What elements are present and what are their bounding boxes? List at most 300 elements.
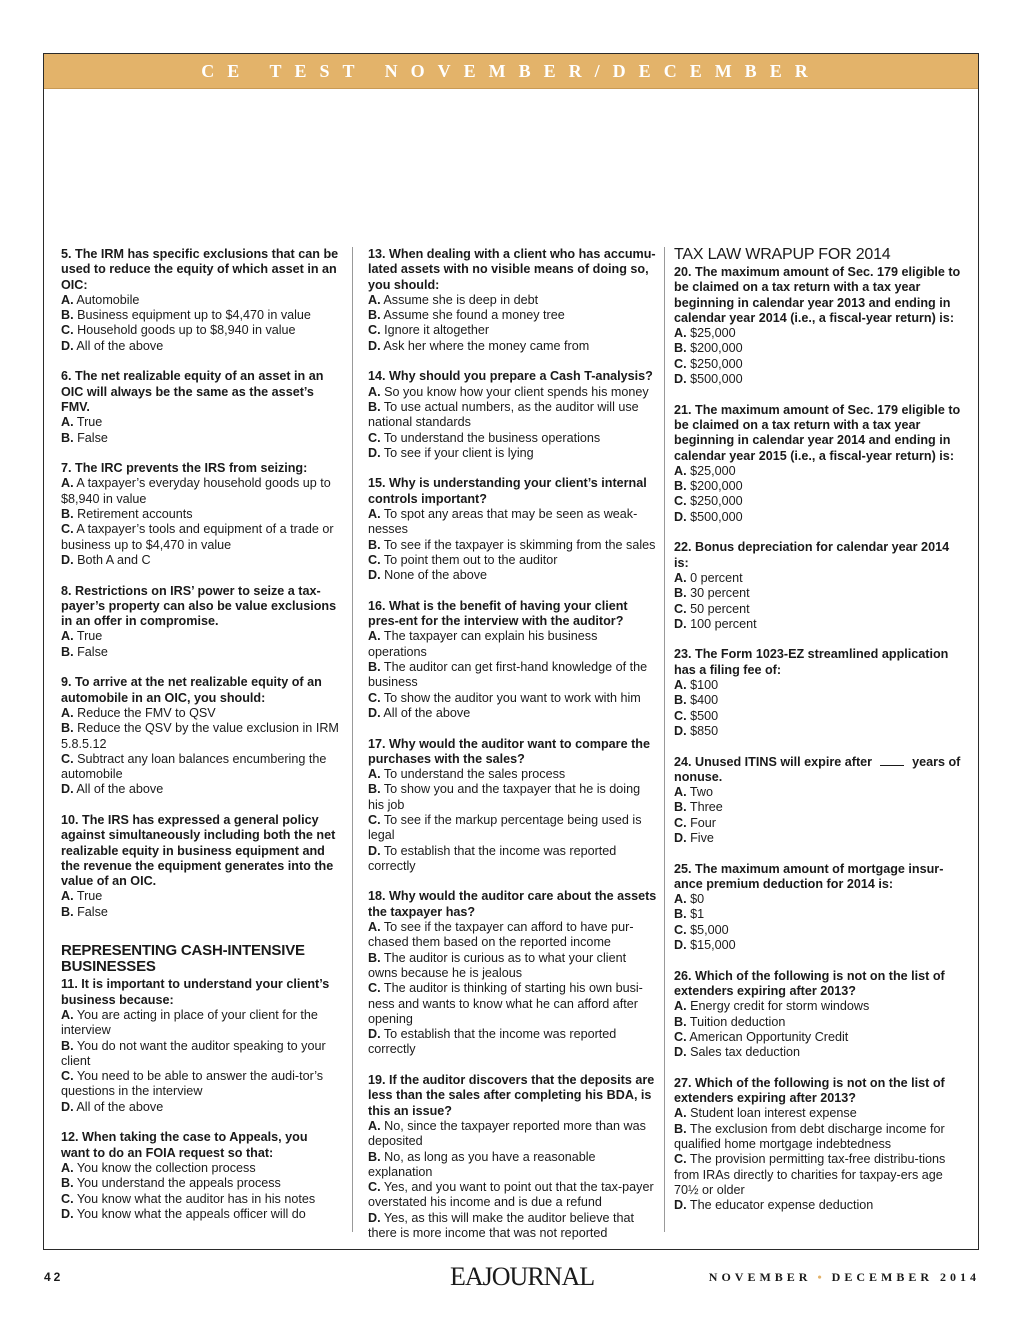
option-text: You are acting in place of your client for the interview	[61, 1007, 318, 1038]
option-letter: B.	[368, 660, 381, 675]
option-letter: B.	[674, 907, 687, 922]
option-letter: B.	[368, 782, 381, 797]
answer-option	[368, 400, 658, 431]
option-letter: A.	[61, 889, 74, 904]
option-letter: B.	[674, 1121, 687, 1136]
option-text: To show the auditor you want to work with him	[383, 690, 641, 705]
option-text: The auditor can get first-hand knowledge of the business	[368, 660, 648, 690]
option-letter: A.	[674, 1106, 687, 1121]
option-letter: D.	[61, 552, 74, 567]
answer-option	[368, 1119, 658, 1150]
answer-option	[674, 1122, 966, 1153]
issue-month-right: DECEMBER 2014	[831, 1270, 980, 1284]
option-letter: A.	[674, 678, 687, 693]
option-text: $5,000	[690, 922, 729, 937]
option-text: To understand the sales process	[383, 767, 566, 782]
question-list	[368, 247, 658, 1241]
answer-option	[674, 510, 966, 525]
option-text: Reduce the QSV by the value exclusion in IRM 5.8.5.12	[61, 721, 339, 751]
option-text: $0	[690, 892, 705, 907]
option-text: To understand the business operations	[383, 430, 601, 445]
option-text: $15,000	[690, 938, 736, 953]
option-text: The educator expense deduction	[689, 1198, 874, 1213]
option-letter: A.	[61, 629, 74, 644]
answer-option	[368, 1027, 658, 1058]
answer-option	[368, 538, 658, 553]
option-letter: C.	[674, 708, 687, 723]
answer-option	[674, 372, 966, 387]
ea-journal-logo: EAJOURNAL	[450, 1262, 595, 1291]
option-text: Two	[689, 785, 713, 800]
question-text: 14. Why should you prepare a Cash T-analysis?	[368, 369, 653, 384]
question-text: 19. If the auditor discovers that the deposits are less than the sales after completing his BDA, is this an issue?	[368, 1073, 655, 1118]
option-text: 50 percent	[690, 601, 750, 616]
option-text: True	[76, 415, 103, 430]
option-text: $400	[690, 693, 719, 708]
answer-option	[368, 446, 658, 461]
page-number: 42	[44, 1270, 64, 1284]
option-letter: A.	[674, 892, 687, 907]
answer-option	[674, 892, 966, 907]
option-letter: D.	[61, 1099, 74, 1114]
option-text: $500,000	[690, 372, 743, 387]
option-letter: B.	[674, 1014, 687, 1029]
question-text: 5. The IRM has specific exclusions that can be used to reduce the equity of which asset in an OIC:	[61, 247, 339, 292]
option-text: $250,000	[690, 356, 743, 371]
answer-option	[61, 1069, 339, 1100]
answer-option	[368, 691, 658, 706]
option-letter: D.	[674, 938, 687, 953]
answer-option	[61, 293, 339, 308]
question-item	[368, 889, 658, 1057]
option-text: You understand the appeals process	[76, 1176, 281, 1191]
question-text: 12. When taking the case to Appeals, you want to do an FOIA request so that:	[61, 1130, 308, 1160]
option-text: The auditor is curious as to what your client owns because he is jealous	[368, 950, 627, 980]
option-letter: B.	[61, 430, 74, 445]
answer-option	[61, 339, 339, 354]
option-text: To see if the taxpayer can afford to have pur-chased them based on the reported income	[368, 920, 634, 950]
answer-option	[368, 920, 658, 951]
option-text: Both A and C	[77, 552, 151, 567]
answer-option	[368, 568, 658, 583]
option-letter: A.	[368, 507, 381, 522]
option-letter: C.	[674, 601, 687, 616]
question-list	[674, 265, 966, 739]
option-letter: B.	[674, 800, 687, 815]
question-text: 22. Bonus depreciation for calendar year 2014 is:	[674, 540, 950, 570]
answer-option	[674, 602, 966, 617]
answer-option	[368, 507, 658, 538]
answer-option	[368, 782, 658, 813]
option-letter: C.	[61, 751, 74, 766]
option-text: Ignore it altogether	[384, 323, 490, 338]
answer-option	[674, 341, 966, 356]
question-text: 18. Why would the auditor care about the assets the taxpayer has?	[368, 889, 657, 919]
option-text: Yes, and you want to point out that the tax-payer overstated his income and is due a refund	[368, 1180, 654, 1210]
option-letter: B.	[61, 507, 74, 522]
answer-option	[674, 709, 966, 724]
answer-option	[674, 464, 966, 479]
answer-option	[674, 1015, 966, 1030]
option-text: To establish that the income was reported correctly	[368, 1027, 617, 1057]
issue-separator: •	[817, 1270, 826, 1284]
option-letter: D.	[368, 338, 381, 353]
answer-option	[674, 678, 966, 693]
question-item	[368, 369, 658, 461]
answer-option	[674, 1045, 966, 1060]
option-letter: B.	[61, 721, 74, 736]
option-letter: C.	[674, 922, 687, 937]
option-text: Five	[690, 830, 714, 845]
option-letter: C.	[61, 323, 74, 338]
question-item	[61, 584, 339, 660]
option-letter: B.	[368, 950, 381, 965]
answer-option	[368, 660, 658, 691]
option-letter: B.	[674, 479, 687, 494]
section-title-tax-law: TAX LAW WRAPUP FOR 2014	[674, 246, 891, 263]
question-item	[61, 461, 339, 568]
option-text: So you know how your client spends his money	[384, 384, 649, 399]
question-item	[674, 265, 966, 387]
option-letter: C.	[61, 1069, 74, 1084]
option-letter: A.	[674, 785, 687, 800]
answer-option	[674, 907, 966, 922]
option-letter: C.	[368, 323, 381, 338]
option-text: All of the above	[383, 705, 471, 720]
option-letter: B.	[61, 904, 74, 919]
question-item	[674, 969, 966, 1061]
option-text: All of the above	[76, 782, 164, 797]
option-letter: A.	[61, 1160, 74, 1175]
option-text: To see if the markup percentage being used is legal	[368, 812, 642, 843]
option-letter: C.	[368, 981, 381, 996]
option-text: You know the collection process	[76, 1160, 256, 1175]
option-letter: B.	[61, 1176, 74, 1191]
answer-option	[61, 645, 339, 660]
answer-option	[61, 706, 339, 721]
option-letter: A.	[368, 292, 381, 307]
option-text: Automobile	[76, 292, 140, 307]
option-letter: C.	[674, 815, 687, 830]
question-item	[61, 247, 339, 354]
question-item	[61, 813, 339, 920]
question-item	[61, 977, 339, 1115]
question-text: 6. The net realizable equity of an asset in an OIC will always be the same as the asset’s FMV.	[61, 369, 324, 414]
option-text: Four	[690, 815, 716, 830]
answer-option	[61, 1207, 339, 1222]
option-text: $250,000	[690, 494, 743, 509]
option-text: False	[77, 644, 108, 659]
option-text: Assume she is deep in debt	[383, 292, 539, 307]
ce-test-banner	[44, 54, 978, 89]
option-list	[674, 785, 966, 846]
answer-option	[674, 724, 966, 739]
option-letter: D.	[61, 1206, 74, 1221]
option-text: You know what the auditor has in his notes	[76, 1191, 316, 1206]
answer-option	[61, 752, 339, 783]
option-text: False	[77, 430, 108, 445]
question-item	[674, 1076, 966, 1214]
option-letter: C.	[368, 812, 381, 827]
question-text: 25. The maximum amount of mortgage insur-ance premium deduction for 2014 is:	[674, 861, 944, 891]
page-frame	[43, 53, 979, 1250]
issue-month-left: NOVEMBER	[708, 1270, 812, 1284]
answer-option	[674, 479, 966, 494]
answer-option	[368, 385, 658, 400]
answer-option	[368, 431, 658, 446]
answer-option	[674, 571, 966, 586]
answer-option	[674, 800, 966, 815]
question-text: 9. To arrive at the net realizable equity of an automobile in an OIC, you should:	[61, 675, 322, 705]
option-letter: D.	[674, 1045, 687, 1060]
option-letter: D.	[674, 616, 687, 631]
option-text: 30 percent	[690, 586, 750, 601]
answer-option	[674, 586, 966, 601]
option-letter: A.	[674, 999, 687, 1014]
option-text: $200,000	[690, 479, 743, 494]
option-letter: D.	[368, 445, 381, 460]
option-text: The exclusion from debt discharge income for qualified home mortgage indebtedness	[674, 1121, 945, 1151]
banner-title: CE TEST NOVEMBER/DECEMBER	[201, 60, 821, 81]
question-text: 15. Why is understanding your client’s internal controls important?	[368, 476, 647, 506]
question-item	[368, 1073, 658, 1241]
option-letter: D.	[368, 568, 381, 583]
answer-blank	[880, 765, 904, 766]
question-list	[674, 862, 966, 1214]
answer-option	[61, 721, 339, 752]
option-letter: A.	[368, 767, 381, 782]
option-letter: D.	[368, 843, 381, 858]
option-text: Sales tax deduction	[690, 1045, 801, 1060]
option-text: To establish that the income was reported correctly	[368, 843, 617, 873]
option-letter: D.	[674, 509, 687, 524]
option-text: A taxpayer’s tools and equipment of a trade or business up to $4,470 in value	[61, 522, 334, 552]
question-item	[674, 540, 966, 632]
option-letter: D.	[674, 830, 687, 845]
question-item	[674, 755, 966, 847]
question-text	[674, 755, 966, 786]
option-letter: A.	[368, 629, 381, 644]
answer-option	[61, 431, 339, 446]
issue-date	[709, 1270, 980, 1285]
answer-option	[61, 522, 339, 553]
option-letter: A.	[61, 292, 74, 307]
question-item	[368, 476, 658, 583]
answer-option	[674, 1152, 966, 1198]
question-list	[61, 247, 339, 920]
answer-option	[368, 308, 658, 323]
option-letter: C.	[61, 1191, 74, 1206]
answer-option	[61, 1176, 339, 1191]
option-text: You do not want the auditor speaking to your client	[61, 1038, 326, 1068]
option-text: $500,000	[690, 509, 743, 524]
option-letter: A.	[674, 326, 687, 341]
answer-option	[61, 1100, 339, 1115]
page-footer	[0, 1262, 1024, 1298]
answer-option	[368, 323, 658, 338]
option-text: The provision permitting tax-free distribu-tions from IRAs directly to charities for taxpay-ers age 70½ or older	[674, 1152, 946, 1197]
question-text: 16. What is the benefit of having your client pres-ent for the interview with the auditor?	[368, 598, 628, 629]
answer-option	[674, 1106, 966, 1121]
column-divider-2	[664, 247, 665, 1232]
option-letter: B.	[61, 308, 74, 323]
option-text: $850	[690, 723, 719, 738]
option-text: Subtract any loan balances encumbering the automobile	[61, 751, 327, 782]
option-text: 100 percent	[690, 616, 757, 631]
answer-option	[61, 782, 339, 797]
question-item	[61, 1130, 339, 1222]
answer-option	[368, 553, 658, 568]
option-letter: B.	[368, 399, 381, 414]
answer-option	[368, 1180, 658, 1211]
answer-option	[368, 339, 658, 354]
answer-option	[61, 889, 339, 904]
option-letter: A.	[674, 570, 687, 585]
answer-option	[61, 415, 339, 430]
answer-option	[368, 1211, 658, 1242]
option-text: 0 percent	[690, 570, 743, 585]
answer-option	[61, 476, 339, 507]
answer-option	[674, 831, 966, 846]
question-text: 10. The IRS has expressed a general policy against simultaneously including both the net realizable equity in business equipment and the revenue the equipment generates into the value of an OIC.	[61, 812, 336, 889]
option-text: To see if the taxpayer is skimming from the sales	[383, 537, 656, 552]
option-text: Student loan interest expense	[690, 1106, 857, 1121]
answer-option	[61, 507, 339, 522]
answer-option	[368, 629, 658, 660]
option-letter: A.	[368, 1118, 381, 1133]
option-letter: A.	[674, 463, 687, 478]
option-text: $1	[690, 907, 705, 922]
option-letter: A.	[61, 705, 74, 720]
option-letter: C.	[61, 522, 74, 537]
question-text: 7. The IRC prevents the IRS from seizing:	[61, 461, 308, 476]
question-item	[61, 675, 339, 797]
option-text: Energy credit for storm windows	[690, 999, 870, 1014]
question-item	[674, 403, 966, 525]
option-text: $500	[690, 708, 719, 723]
option-text: The auditor is thinking of starting his own busi-ness and wants to know what he can afford after opening	[368, 981, 643, 1026]
option-text: Tuition deduction	[689, 1014, 786, 1029]
option-text: The taxpayer can explain his business operations	[368, 629, 598, 659]
option-text: Ask her where the money came from	[383, 338, 590, 353]
option-text: All of the above	[76, 338, 164, 353]
option-text: American Opportunity Credit	[689, 1029, 849, 1044]
option-letter: D.	[674, 1198, 687, 1213]
option-letter: A.	[61, 476, 74, 491]
answer-option	[674, 693, 966, 708]
option-text: To see if your client is lying	[383, 445, 534, 460]
option-letter: B.	[368, 308, 381, 323]
answer-option	[61, 308, 339, 323]
option-letter: D.	[368, 1027, 381, 1042]
answer-option	[368, 844, 658, 875]
option-text: Yes, as this will make the auditor believe that there is more income that was not reported	[368, 1210, 635, 1240]
answer-option	[674, 494, 966, 509]
option-text: False	[77, 904, 108, 919]
column-3	[674, 247, 966, 1229]
question-text: 26. Which of the following is not on the list of extenders expiring after 2013?	[674, 968, 945, 998]
answer-option	[368, 813, 658, 844]
option-text: To spot any areas that may be seen as weak-nesses	[368, 507, 638, 537]
answer-option	[674, 923, 966, 938]
option-text: You know what the appeals officer will do	[76, 1206, 306, 1221]
option-letter: D.	[368, 1210, 381, 1225]
option-letter: B.	[674, 341, 687, 356]
option-letter: D.	[368, 705, 381, 720]
answer-option	[368, 981, 658, 1027]
option-text: $200,000	[690, 341, 743, 356]
option-text: $100	[690, 678, 719, 693]
question-item	[368, 599, 658, 721]
option-text: True	[76, 889, 103, 904]
answer-option	[674, 357, 966, 372]
question-list	[61, 977, 339, 1222]
answer-option	[61, 629, 339, 644]
option-letter: B.	[674, 586, 687, 601]
option-text: Assume she found a money tree	[383, 308, 565, 323]
answer-option	[368, 767, 658, 782]
answer-option	[674, 785, 966, 800]
option-letter: C.	[674, 1152, 687, 1167]
option-letter: C.	[674, 1029, 687, 1044]
option-text: All of the above	[76, 1099, 164, 1114]
answer-option	[674, 617, 966, 632]
question-item	[368, 247, 658, 354]
option-letter: D.	[674, 372, 687, 387]
option-text: No, as long as you have a reasonable explanation	[368, 1149, 596, 1179]
question-text: 13. When dealing with a client who has accumu-lated assets with no visible means of doing so, you should:	[368, 247, 656, 292]
answer-option	[61, 553, 339, 568]
answer-option	[61, 1192, 339, 1207]
option-text: Household goods up to $8,940 in value	[77, 323, 296, 338]
option-letter: B.	[674, 693, 687, 708]
option-letter: C.	[368, 690, 381, 705]
answer-option	[368, 951, 658, 982]
answer-option	[368, 706, 658, 721]
option-text: To point them out to the auditor	[383, 552, 558, 567]
option-letter: C.	[368, 430, 381, 445]
answer-option	[368, 293, 658, 308]
column-1	[61, 247, 339, 1237]
option-text: None of the above	[384, 568, 488, 583]
question-item	[368, 737, 658, 875]
option-text: No, since the taxpayer reported more than was deposited	[368, 1118, 646, 1149]
question-item	[674, 647, 966, 739]
answer-option	[674, 1030, 966, 1045]
question-item	[674, 862, 966, 954]
answer-option	[61, 323, 339, 338]
option-letter: A.	[61, 415, 74, 430]
option-text: Three	[689, 800, 723, 815]
option-letter: D.	[61, 338, 74, 353]
answer-option	[674, 326, 966, 341]
answer-option	[61, 1039, 339, 1070]
answer-option	[674, 938, 966, 953]
option-text: $25,000	[690, 463, 736, 478]
answer-option	[674, 1198, 966, 1213]
option-letter: C.	[674, 356, 687, 371]
option-text: You need to be able to answer the audi-tor’s questions in the interview	[61, 1069, 324, 1099]
option-letter: C.	[368, 1180, 381, 1195]
option-text: To use actual numbers, as the auditor will use national standards	[368, 399, 639, 430]
option-letter: B.	[61, 1038, 74, 1053]
question-text: 20. The maximum amount of Sec. 179 eligible to be claimed on a tax return with a tax year beginning in calendar year 2013 and ending in calendar year 2014 (i.e., a fiscal-year return) is:	[674, 265, 961, 325]
option-letter: B.	[368, 1149, 381, 1164]
question-text-after: years of nonuse.	[674, 754, 961, 784]
option-text: Business equipment up to $4,470 in value	[77, 308, 311, 323]
answer-option	[61, 1161, 339, 1176]
question-text: 27. Which of the following is not on the list of extenders expiring after 2013?	[674, 1075, 945, 1106]
